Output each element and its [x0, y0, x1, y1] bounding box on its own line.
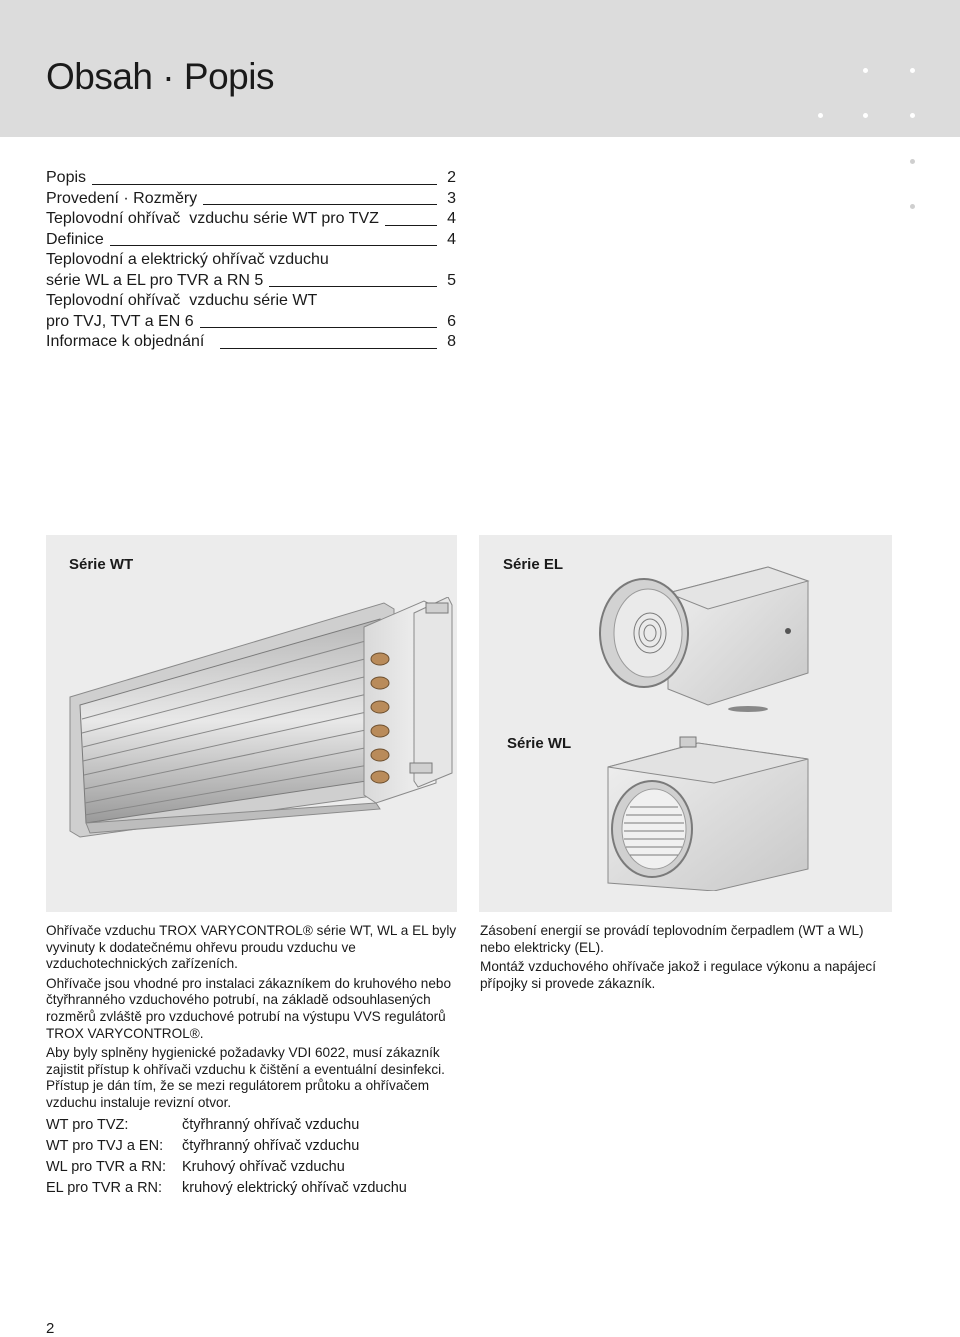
variant-list — [46, 1115, 464, 1199]
variant-value: kruhový elektrický ohřívač vzduchu — [182, 1179, 407, 1196]
toc-entry-title: pro TVJ, TVT a EN 6 — [46, 312, 194, 330]
variant-row — [46, 1157, 464, 1178]
toc-entry-title: Teplovodní a elektrický ohřívač vzduchu — [46, 251, 329, 268]
toc-entry[interactable] — [46, 312, 456, 333]
decor-dot — [818, 113, 823, 118]
paragraph: Zásobení energií se provádí teplovodním čerpadlem (WT a WL) nebo elektricky (EL). — [480, 923, 864, 955]
el-heater-image — [598, 563, 810, 713]
decor-dot — [910, 159, 915, 164]
toc-entry[interactable] — [46, 230, 456, 251]
toc-entry-title: série WL a EL pro TVR a RN 5 — [46, 271, 264, 289]
variant-key: WT pro TVJ a EN: — [46, 1137, 164, 1154]
toc-entry-title: Provedení · Rozměry — [46, 189, 198, 207]
series-el-label: Série EL — [503, 556, 564, 573]
series-wl-label: Série WL — [507, 735, 572, 752]
product-figure — [46, 535, 892, 912]
toc-leader-line — [92, 184, 437, 185]
toc-leader-line — [385, 225, 437, 226]
toc-leader-line — [220, 348, 437, 349]
wt-heater-image — [64, 597, 454, 855]
paragraph: Aby byly splněny hygienické požadavky VDI 6022, musí zákazník zajistit přístup k ohřívači vzduchu k čištění a eventuální desinfekci. Přístup je dán tím, že se mezi regulátorem průtoku a ohřívačem vzduchu instaluje revizní otvor. — [46, 1045, 445, 1110]
toc-entry-page: 2 — [447, 169, 456, 186]
paragraph: Montáž vzduchového ohřívače jakož i regulace výkonu a napájecí přípojky si provede zákazník. — [480, 959, 876, 991]
variant-key: EL pro TVR a RN: — [46, 1179, 163, 1196]
variant-row — [46, 1136, 464, 1157]
toc-entry-page: 8 — [447, 333, 456, 350]
toc-entry[interactable] — [46, 271, 456, 292]
right-description-column — [480, 923, 892, 995]
toc-entry-title: Teplovodní ohřívač vzduchu série WT — [46, 292, 318, 309]
table-of-contents — [46, 168, 456, 353]
decor-dot — [863, 68, 868, 73]
toc-leader-line — [203, 204, 437, 205]
variant-row — [46, 1178, 464, 1199]
variant-value: čtyřhranný ohřívač vzduchu — [182, 1137, 360, 1154]
toc-leader-line — [269, 286, 437, 287]
left-description-column — [46, 923, 464, 1199]
toc-entry[interactable] — [46, 209, 456, 230]
figure-divider — [457, 535, 479, 912]
toc-leader-line — [200, 327, 437, 328]
toc-entry-page: 5 — [447, 271, 456, 289]
toc-entry[interactable] — [46, 189, 456, 210]
toc-entry[interactable] — [46, 332, 456, 353]
variant-key: WT pro TVZ: — [46, 1116, 129, 1133]
variant-value: čtyřhranný ohřívač vzduchu — [182, 1116, 360, 1133]
paragraph: Ohřívače jsou vhodné pro instalaci zákazníkem do kruhového nebo čtyřhranného vzduchového potrubí, na základě odsouhlasených rozměrů zvláště pro vzduchové potrubí na výstupu VVS regulátorů TROX VARYCONTROL®. — [46, 975, 452, 1041]
toc-entry-page: 6 — [447, 312, 456, 330]
toc-leader-line — [110, 245, 437, 246]
toc-entry-page: 3 — [447, 189, 456, 207]
variant-key: WL pro TVR a RN: — [46, 1158, 167, 1175]
page-title: Obsah · Popis — [46, 56, 274, 97]
decor-dot — [863, 113, 868, 118]
paragraph: Ohřívače vzduchu TROX VARYCONTROL® série WT, WL a EL byly vyvinuty k dodatečnému ohřevu proudu vzduchu ve vzduchotechnických zařízeních. — [46, 923, 457, 972]
toc-entry-title: Popis — [46, 169, 87, 186]
decor-dot — [910, 68, 915, 73]
wl-heater-image — [602, 733, 812, 891]
toc-entry[interactable] — [46, 250, 456, 271]
page-number: 2 — [46, 1320, 55, 1337]
decor-dot — [910, 113, 915, 118]
decor-dot — [910, 204, 915, 209]
toc-entry-title: Definice — [46, 230, 104, 248]
toc-entry-title: Informace k objednání — [46, 333, 205, 350]
toc-entry[interactable] — [46, 291, 456, 312]
variant-value: Kruhový ohřívač vzduchu — [182, 1158, 345, 1175]
toc-entry-title: Teplovodní ohřívač vzduchu série WT pro TVZ — [46, 210, 379, 227]
series-wt-label: Série WT — [69, 556, 134, 573]
toc-entry[interactable] — [46, 168, 456, 189]
toc-entry-page: 4 — [447, 230, 456, 248]
toc-entry-page: 4 — [447, 210, 456, 227]
variant-row — [46, 1115, 464, 1136]
header-band — [0, 0, 960, 137]
